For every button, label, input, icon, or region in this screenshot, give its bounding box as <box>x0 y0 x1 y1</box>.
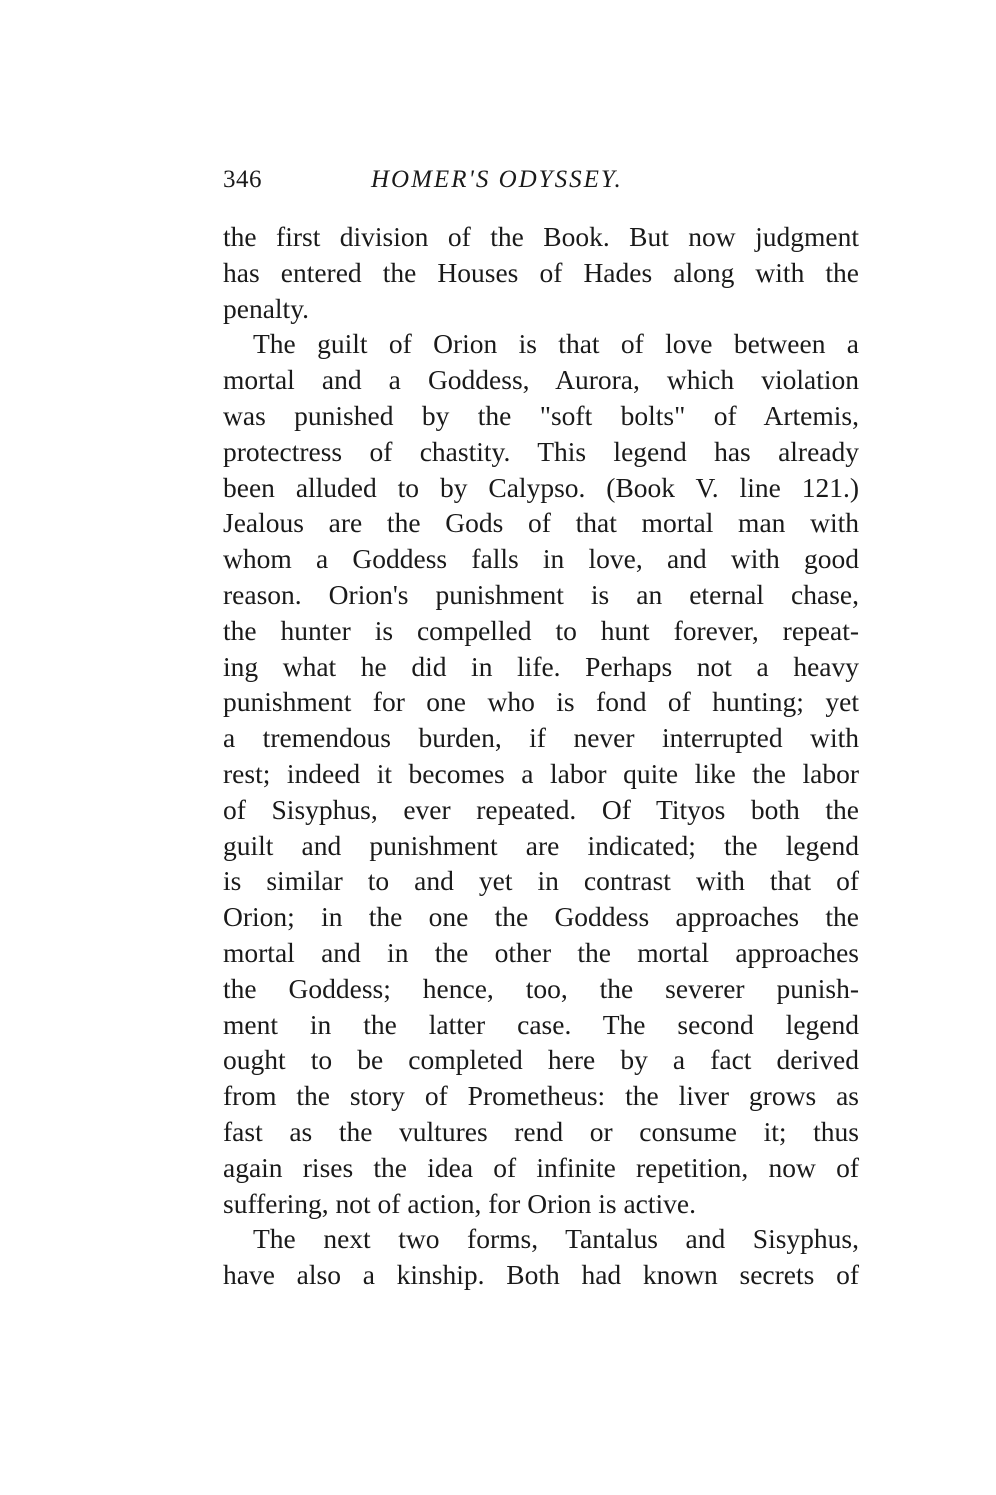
text-line: been alluded to by Calypso. (Book V. line 121.) <box>223 471 859 503</box>
paragraph-first-line: The guilt of Orion is that of love between a <box>253 328 859 360</box>
body-text <box>223 219 859 1293</box>
text-line: penalty. <box>223 292 310 324</box>
text-line: have also a kinship. Both had known secrets of <box>223 1259 859 1291</box>
text-line: a tremendous burden, if never interrupted with <box>223 722 859 754</box>
text-line: was punished by the "soft bolts" of Artemis, <box>223 399 859 431</box>
text-line: from the story of Prometheus: the liver grows as <box>223 1080 859 1112</box>
text-line: ought to be completed here by a fact derived <box>223 1044 859 1076</box>
text-line: whom a Goddess falls in love, and with good <box>223 543 859 575</box>
text-line: of Sisyphus, ever repeated. Of Tityos both the <box>223 793 859 825</box>
text-line: is similar to and yet in contrast with that of <box>223 865 859 897</box>
text-line: reason. Orion's punishment is an eternal chase, <box>223 578 859 610</box>
text-line: the Goddess; hence, too, the severer punish- <box>223 972 859 1004</box>
text-line: rest; indeed it becomes a labor quite like the labor <box>223 757 859 789</box>
text-line: fast as the vultures rend or consume it; thus <box>223 1115 859 1147</box>
page-header <box>223 163 863 197</box>
text-line: guilt and punishment are indicated; the legend <box>223 829 859 861</box>
text-line: has entered the Houses of Hades along with the <box>223 256 859 288</box>
text-line: the first division of the Book. But now judgment <box>223 221 859 252</box>
text-line: the hunter is compelled to hunt forever, repeat- <box>223 614 859 646</box>
running-title: HOMER'S ODYSSEY. <box>371 166 623 193</box>
text-line: protectress of chastity. This legend has already <box>223 435 859 467</box>
text-line: mortal and in the other the mortal approaches <box>223 936 859 968</box>
text-line: punishment for one who is fond of hunting; yet <box>223 686 859 718</box>
text-line: Orion; in the one the Goddess approaches the <box>223 901 859 933</box>
text-line: again rises the idea of infinite repetition, now of <box>223 1151 859 1183</box>
text-line: Jealous are the Gods of that mortal man with <box>223 507 859 539</box>
text-line: ing what he did in life. Perhaps not a heavy <box>223 650 859 682</box>
text-line: mortal and a Goddess, Aurora, which violation <box>223 364 859 396</box>
page-number: 346 <box>223 166 262 193</box>
paragraph-first-line: The next two forms, Tantalus and Sisyphus, <box>253 1223 859 1255</box>
text-line: suffering, not of action, for Orion is active. <box>223 1187 696 1219</box>
text-line: ment in the latter case. The second legend <box>223 1008 859 1040</box>
